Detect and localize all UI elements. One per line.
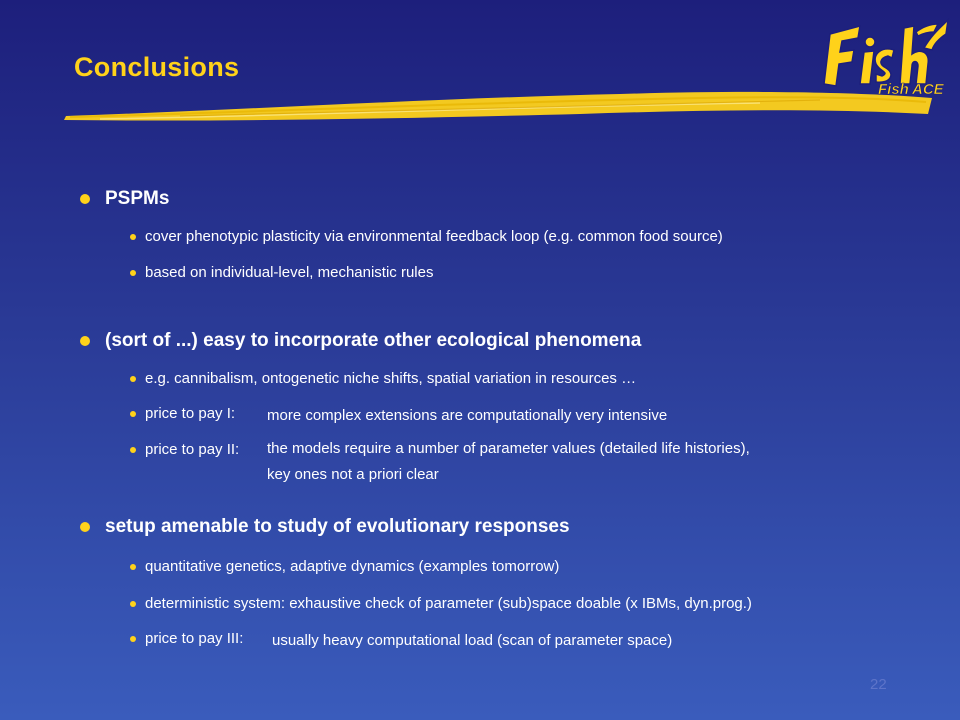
sub-bullet-dot-icon	[130, 601, 136, 607]
sub-bullet-dot-icon	[130, 376, 136, 382]
svg-text:ACE: ACE	[912, 81, 944, 98]
sub-bullet-text: usually heavy computational load (scan of parameter space)	[272, 632, 673, 649]
price-label: price to pay III:	[145, 630, 244, 647]
sub-bullet-text: based on individual-level, mechanistic rules	[145, 264, 434, 281]
sub-bullet-dot-icon	[130, 564, 136, 570]
sub-bullet-text: e.g. cannibalism, ontogenetic niche shifts, spatial variation in resources …	[145, 370, 637, 387]
page-number: 22	[870, 676, 887, 693]
fishace-logo	[820, 14, 950, 98]
slide-title: Conclusions	[74, 52, 240, 82]
sub-bullet-text: more complex extensions are computationally very intensive	[267, 407, 668, 424]
sub-bullet-dot-icon	[130, 270, 136, 276]
bullet-dot-icon	[80, 336, 90, 346]
sub-bullet-dot-icon	[130, 234, 136, 240]
sub-bullet-dot-icon	[130, 447, 136, 453]
bullet-dot-icon	[80, 522, 90, 532]
bullet-dot-icon	[80, 194, 90, 204]
sub-bullet-text: the models require a number of parameter values (detailed life histories),	[267, 440, 750, 457]
sub-bullet-text: cover phenotypic plasticity via environmental feedback loop (e.g. common food source)	[145, 228, 723, 245]
sub-bullet-text: quantitative genetics, adaptive dynamics (examples tomorrow)	[145, 558, 560, 575]
bullet-heading: PSPMs	[105, 188, 170, 209]
bullet-heading: setup amenable to study of evolutionary responses	[105, 516, 570, 537]
sub-bullet-dot-icon	[130, 411, 136, 417]
svg-text:Fish: Fish	[878, 81, 909, 98]
sub-bullet-dot-icon	[130, 636, 136, 642]
sub-bullet-text-continued: key ones not a priori clear	[267, 466, 439, 483]
price-label: price to pay I:	[145, 405, 236, 422]
bullet-heading: (sort of ...) easy to incorporate other ecological phenomena	[105, 330, 642, 351]
sub-bullet-text: deterministic system: exhaustive check of parameter (sub)space doable (x IBMs, dyn.prog.)	[145, 595, 752, 612]
price-label: price to pay II:	[145, 441, 240, 458]
